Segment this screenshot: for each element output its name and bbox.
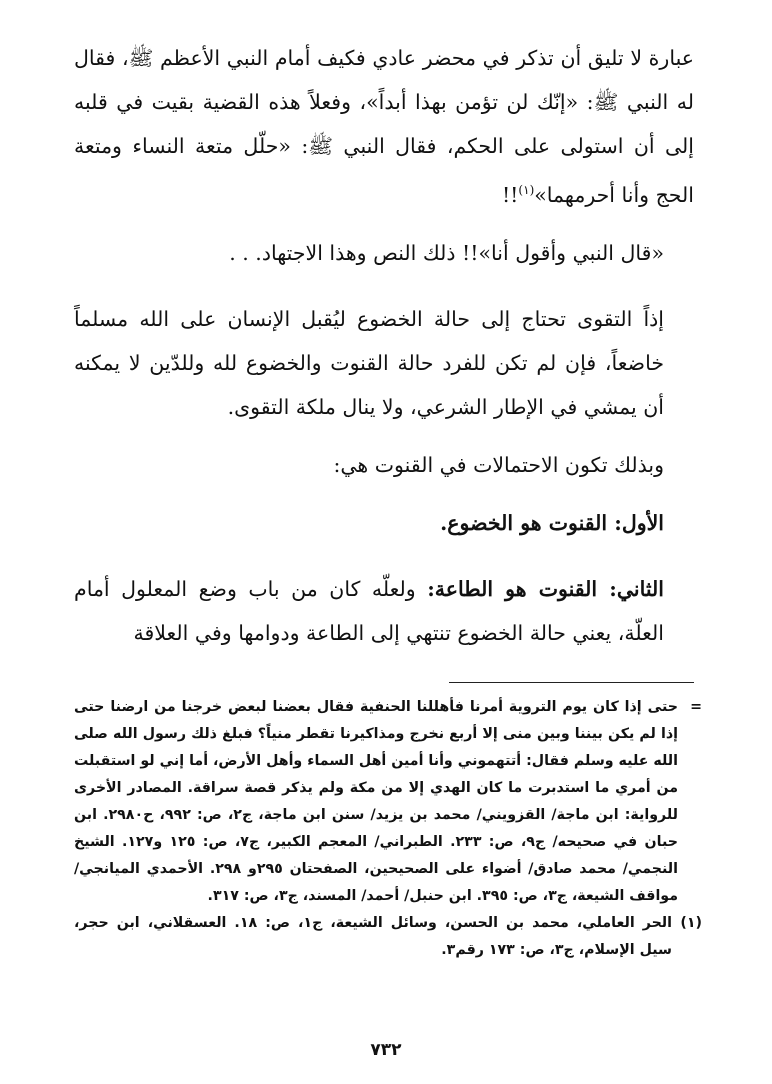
footnote-1-text: الحر العاملي، محمد بن الحسن، وسائل الشيعة، ج١، ص: ١٨. العسقلاني، ابن حجر، سيل الإسلام، ج٣، ص: ١٧٣ رقم٣. xyxy=(74,915,672,958)
paragraph-4: وبذلك تكون الاحتمالات في القنوت هي: xyxy=(333,452,664,477)
footnote-1 xyxy=(74,910,702,964)
footnote-separator xyxy=(449,682,694,683)
main-text xyxy=(74,36,694,655)
continuation-mark: = xyxy=(690,699,702,715)
paragraph-quote: «قال النبي وأقول أنا»!! ذلك النص وهذا الاجتهاد. . . xyxy=(229,240,664,265)
second-meaning-heading: الثاني: القنوت هو الطاعة: xyxy=(427,576,664,601)
paragraph-3: إذاً التقوى تحتاج إلى حالة الخضوع ليُقبل الإنسان على الله مسلماً خاضعاً، فإن لم تكن للفرد حالة القنوت والخضوع لله وللدّين لا يمكنه أن يمشي في الإطار الشرعي، ولا ينال ملكة التقوى. xyxy=(74,306,664,419)
paragraph-5 xyxy=(74,501,694,545)
footnotes xyxy=(74,694,702,964)
footnote-continuation-text: حتى إذا كان يوم التروية أمرنا فأهللنا الحنفية فقال بعضنا لبعض خرجنا من ارضنا حتى إذا لم يكن بيننا وبين منى إلا أربع نخرج ومذاكيرنا تقطر منياً؟ فبلغ ذلك رسول الله صلى الله عليه وسلم فقال: أتتهموني وأنا أمين أهل السماء وأهل الأرض، أما إني لو استقبلت من أمري ما استدبرت ما كان الهدي إلا من مكة ولم يذكر قصة سراقة. المصادر الأخرى للرواية: ابن ماجة/ القزويني/ محمد بن يزيد/ سنن ابن ماجة، ج٢، ص: ٩٩٢، ح٢٩٨٠. ابن حبان في صحيحه/ ج٩، ص: ٢٣٣. الطبراني/ المعجم الكبير، ج٧، ص: ١٢٥ و١٢٧. الشيخ النجمي/ محمد صادق/ أضواء على الصحيحين، الصفحتان ٢٩٥و ٢٩٨. الأحمدي الميانجي/ مواقف الشيعة، ج٣، ص: ٣٩٥. ابن حنبل/ أحمد/ المسند، ج٣، ص: ٣١٧. xyxy=(74,699,679,904)
page-number: ٧٣٢ xyxy=(370,1040,402,1060)
paragraph-1: عبارة لا تليق أن تذكر في محضر عادي فكيف أمام النبي الأعظم ﷺ، فقال له النبي ﷺ: «إنّك لن تؤمن بهذا أبداً»، وفعلاً هذه القضية بقيت في قلبه إلى أن استولى على الحكم، فقال النبي ﷺ: «حلّل متعة النساء ومتعة الحج وأنا أحرمهما»$^{(١)}$!! xyxy=(74,46,694,207)
first-meaning-heading: الأول: القنوت هو الخضوع. xyxy=(440,510,664,535)
paragraph-6: الثاني: القنوت هو الطاعة: ولعلّه كان من باب وضع المعلول أمام العلّة، يعني حالة الخضوع تنتهي إلى الطاعة ودوامها وفي العلاقة xyxy=(74,576,664,645)
footnote-ref[interactable]: (١) xyxy=(518,183,535,197)
footnote-continuation xyxy=(74,694,702,910)
footnote-1-mark: (١) xyxy=(680,915,702,931)
